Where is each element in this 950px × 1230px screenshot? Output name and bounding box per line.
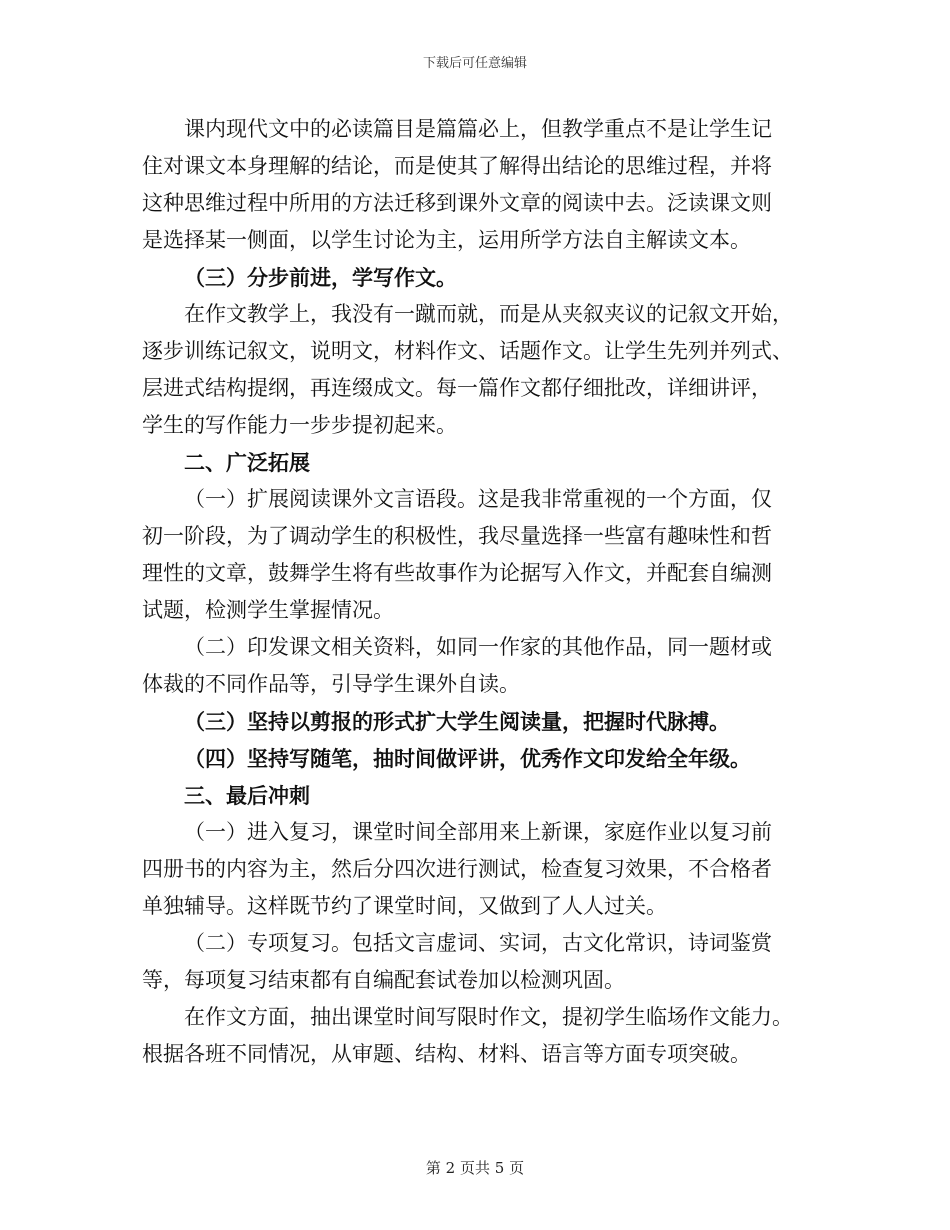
paragraph-line: 学生的写作能力一步步提初起来。 (142, 413, 457, 437)
paragraph-line: 在作文方面，抽出课堂时间写限时作文，提初学生临场作文能力。 (184, 1005, 793, 1029)
paragraph-line: （二）印发课文相关资料，如同一作家的其他作品，同一题材或 (184, 635, 772, 659)
paragraph-line: 单独辅导。这样既节约了课堂时间，又做到了人人过关。 (142, 894, 667, 918)
document-body (142, 111, 810, 1073)
paragraph-line: 逐步训练记叙文，说明文，材料作文、话题作文。让学生先列并列式、 (142, 339, 793, 363)
paragraph-line: 试题，检测学生掌握情况。 (142, 598, 394, 622)
paragraph-line: （一）扩展阅读课外文言语段。这是我非常重视的一个方面，仅 (184, 487, 772, 511)
paragraph-line: （一）进入复习，课堂时间全部用来上新课，家庭作业以复习前 (184, 820, 772, 844)
section-heading: （三）坚持以剪报的形式扩大学生阅读量，把握时代脉搏。 (184, 709, 730, 734)
paragraph-line: 是选择某一侧面，以学生讨论为主，运用所学方法自主解读文本。 (142, 228, 751, 252)
section-heading: 二、广泛拓展 (184, 450, 310, 475)
paragraph-line: 理性的文章，鼓舞学生将有些故事作为论据写入作文，并配套自编测 (142, 561, 772, 585)
page-footer: 第 2 页共 5 页 (425, 1159, 525, 1177)
paragraph-line: 住对课文本身理解的结论，而是使其了解得出结论的思维过程，并将 (142, 154, 772, 178)
paragraph-line: 初一阶段，为了调动学生的积极性，我尽量选择一些富有趣味性和哲 (142, 524, 772, 548)
paragraph-line: （二）专项复习。包括文言虚词、实词，古文化常识，诗词鉴赏 (184, 931, 772, 955)
paragraph-line: 层进式结构提纲，再连缀成文。每一篇作文都仔细批改，详细讲评， (142, 376, 772, 400)
page-header: 下载后可任意编辑 (422, 56, 527, 71)
paragraph-line: 在作文教学上，我没有一蹴而就，而是从夹叙夹议的记叙文开始， (184, 302, 793, 326)
paragraph-line: 课内现代文中的必读篇目是篇篇必上，但教学重点不是让学生记 (184, 117, 772, 141)
section-heading: （三）分步前进，学写作文。 (184, 265, 457, 290)
section-heading: （四）坚持写随笔，抽时间做评讲，优秀作文印发给全年级。 (184, 746, 751, 771)
paragraph-line: 体裁的不同作品等，引导学生课外自读。 (142, 672, 520, 696)
section-heading: 三、最后冲刺 (184, 783, 310, 808)
paragraph-line: 等，每项复习结束都有自编配套试卷加以检测巩固。 (142, 968, 625, 992)
paragraph-line: 根据各班不同情况，从审题、结构、材料、语言等方面专项突破。 (142, 1042, 751, 1066)
paragraph-line: 四册书的内容为主，然后分四次进行测试，检查复习效果，不合格者 (142, 857, 772, 881)
paragraph-line: 这种思维过程中所用的方法迁移到课外文章的阅读中去。泛读课文则 (142, 191, 772, 215)
